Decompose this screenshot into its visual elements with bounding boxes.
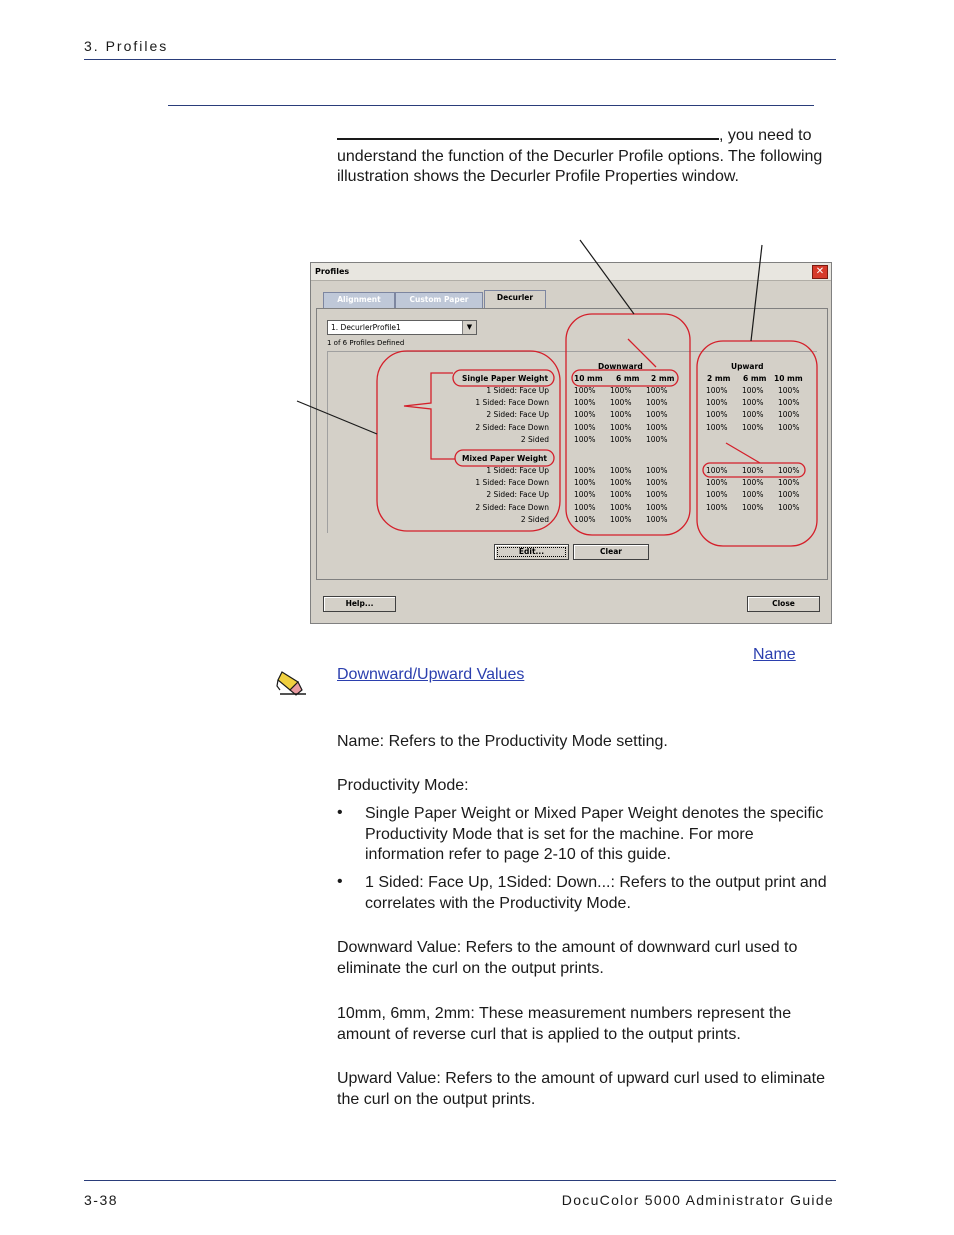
close-button[interactable]: Close	[747, 596, 820, 612]
bullet-item-paper-weight: Single Paper Weight or Mixed Paper Weight denotes the specific Productivity Mode that is set for the machine. For more information refer to page 2-10 of this guide.	[365, 805, 824, 863]
bullet-marker: •	[337, 804, 343, 821]
downward-value-cell[interactable]: 100%	[646, 398, 668, 408]
upward-value-cell[interactable]: 100%	[706, 478, 728, 488]
downward-value-cell[interactable]: 100%	[610, 514, 632, 524]
upward-value-cell[interactable]: 100%	[742, 422, 764, 432]
upward-value-cell[interactable]: 100%	[706, 502, 728, 512]
upward-value-cell[interactable]: 100%	[742, 490, 764, 500]
up-col-6mm: 6 mm	[743, 374, 767, 383]
downward-value-cell[interactable]: 100%	[610, 478, 632, 488]
upward-value-cell[interactable]: 100%	[778, 502, 800, 512]
upward-value-cell[interactable]: 100%	[778, 410, 800, 420]
downward-value-cell[interactable]: 100%	[610, 466, 632, 475]
row-label: 2 Sided: Face Up	[486, 490, 549, 500]
window-title: Profiles	[315, 267, 350, 276]
row-label: 2 Sided: Face Down	[475, 502, 549, 512]
downward-value-cell[interactable]: 100%	[610, 410, 632, 420]
downward-value-cell[interactable]: 100%	[574, 398, 596, 408]
downward-value-cell[interactable]: 100%	[610, 386, 632, 395]
downward-value-cell[interactable]: 100%	[574, 478, 596, 488]
row-label: 2 Sided: Face Up	[486, 410, 549, 420]
upward-value-cell[interactable]: 100%	[706, 386, 728, 395]
tab-decurler[interactable]: Decurler	[484, 290, 546, 309]
upward-value-cell[interactable]: 100%	[706, 490, 728, 500]
upward-value-cell[interactable]: 100%	[706, 466, 728, 475]
downward-value-cell[interactable]: 100%	[646, 386, 668, 395]
page-number: 3-38	[84, 1192, 119, 1208]
row-label: 2 Sided	[520, 434, 549, 444]
upward-value-cell[interactable]: 100%	[742, 398, 764, 408]
down-col-10mm: 10 mm	[574, 374, 603, 383]
upward-value-cell[interactable]: 100%	[742, 502, 764, 512]
upward-value-cell[interactable]: 100%	[778, 490, 800, 500]
row-label: 1 Sided: Face Up	[486, 466, 549, 475]
intro-paragraph: , you need to understand the function of the Decurler Profile options. The following illustration shows the Decurler Profile Properties window.	[337, 127, 823, 185]
chevron-down-icon[interactable]: ▼	[462, 321, 476, 334]
downward-value-cell[interactable]: 100%	[646, 490, 668, 500]
section-rule	[168, 105, 814, 106]
row-label: 1 Sided: Face Down	[475, 398, 549, 408]
downward-value-cell[interactable]: 100%	[646, 514, 668, 524]
upward-value-cell[interactable]: 100%	[778, 386, 800, 395]
downward-value-cell[interactable]: 100%	[574, 502, 596, 512]
pencil-note-icon	[276, 668, 308, 698]
blank-underline	[337, 126, 719, 140]
downward-value-cell[interactable]: 100%	[574, 466, 596, 475]
upward-value-cell[interactable]: 100%	[778, 422, 800, 432]
bullet-marker: •	[337, 873, 343, 890]
help-button[interactable]: Help...	[323, 596, 396, 612]
row-label: 2 Sided: Face Down	[475, 422, 549, 432]
downward-paragraph: Downward Value: Refers to the amount of downward curl used to eliminate the curl on the output prints.	[337, 939, 798, 977]
bullet-item-sided: 1 Sided: Face Up, 1Sided: Down...: Refers to the output print and correlates with the Productivity Mode.	[365, 874, 827, 912]
close-icon[interactable]: ✕	[812, 265, 828, 279]
upward-value-cell[interactable]: 100%	[706, 410, 728, 420]
profile-dropdown[interactable]	[327, 320, 477, 335]
upward-value-cell[interactable]: 100%	[778, 466, 800, 475]
downward-value-cell[interactable]: 100%	[646, 466, 668, 475]
downward-value-cell[interactable]: 100%	[610, 434, 632, 444]
downward-value-cell[interactable]: 100%	[646, 434, 668, 444]
up-col-2mm: 2 mm	[707, 374, 731, 383]
downward-value-cell[interactable]: 100%	[574, 422, 596, 432]
footer-rule	[84, 1180, 836, 1181]
upward-value-cell[interactable]: 100%	[706, 422, 728, 432]
downward-value-cell[interactable]: 100%	[610, 502, 632, 512]
downward-value-cell[interactable]: 100%	[574, 514, 596, 524]
downward-value-cell[interactable]: 100%	[646, 422, 668, 432]
tab-alignment[interactable]: Alignment	[323, 292, 395, 308]
downward-value-cell[interactable]: 100%	[610, 490, 632, 500]
mixed-paper-weight-label: Mixed Paper Weight	[462, 454, 548, 463]
upward-value-cell[interactable]: 100%	[778, 478, 800, 488]
up-col-10mm: 10 mm	[774, 374, 803, 383]
upward-header: Upward	[731, 362, 764, 371]
downward-header: Downward	[598, 362, 643, 371]
downward-value-cell[interactable]: 100%	[574, 490, 596, 500]
measurement-paragraph: 10mm, 6mm, 2mm: These measurement numbers represent the amount of reverse curl that is applied to the output prints.	[337, 1005, 792, 1043]
upward-paragraph: Upward Value: Refers to the amount of upward curl used to eliminate the curl on the output prints.	[337, 1070, 825, 1108]
row-label: 2 Sided	[520, 514, 549, 524]
running-header: 3. Profiles	[84, 38, 169, 54]
clear-button[interactable]: Clear	[573, 544, 649, 560]
downward-value-cell[interactable]: 100%	[646, 410, 668, 420]
downward-value-cell[interactable]: 100%	[646, 502, 668, 512]
footer-title: DocuColor 5000 Administrator Guide	[561, 1192, 834, 1208]
upward-value-cell[interactable]: 100%	[742, 478, 764, 488]
productivity-mode-heading: Productivity Mode:	[337, 777, 469, 794]
profile-dropdown-value: 1. DecurlerProfile1	[331, 323, 401, 332]
profile-count: 1 of 6 Profiles Defined	[327, 339, 405, 347]
downward-value-cell[interactable]: 100%	[646, 478, 668, 488]
edit-button[interactable]: Edit...	[494, 544, 569, 560]
downward-value-cell[interactable]: 100%	[610, 398, 632, 408]
single-paper-weight-label: Single Paper Weight	[462, 374, 549, 383]
row-label: 1 Sided: Face Up	[486, 386, 549, 395]
downward-value-cell[interactable]: 100%	[610, 422, 632, 432]
header-rule	[84, 59, 836, 60]
upward-value-cell[interactable]: 100%	[742, 410, 764, 420]
downward-value-cell[interactable]: 100%	[574, 434, 596, 444]
downward-value-cell[interactable]: 100%	[574, 410, 596, 420]
upward-value-cell[interactable]: 100%	[742, 386, 764, 395]
upward-value-cell[interactable]: 100%	[778, 398, 800, 408]
tab-custom-paper[interactable]: Custom Paper	[395, 292, 483, 308]
upward-value-cell[interactable]: 100%	[706, 398, 728, 408]
downward-upward-values-link[interactable]: Downward/Upward Values	[337, 666, 525, 683]
down-col-6mm: 6 mm	[616, 374, 640, 383]
row-label: 1 Sided: Face Down	[475, 478, 549, 488]
name-link[interactable]: Name	[753, 646, 796, 663]
downward-value-cell[interactable]: 100%	[574, 386, 596, 395]
window-titlebar	[311, 263, 831, 281]
name-paragraph: Name: Refers to the Productivity Mode setting.	[337, 733, 668, 750]
down-col-2mm: 2 mm	[651, 374, 675, 383]
profiles-window	[310, 262, 832, 624]
upward-value-cell[interactable]: 100%	[742, 466, 764, 475]
